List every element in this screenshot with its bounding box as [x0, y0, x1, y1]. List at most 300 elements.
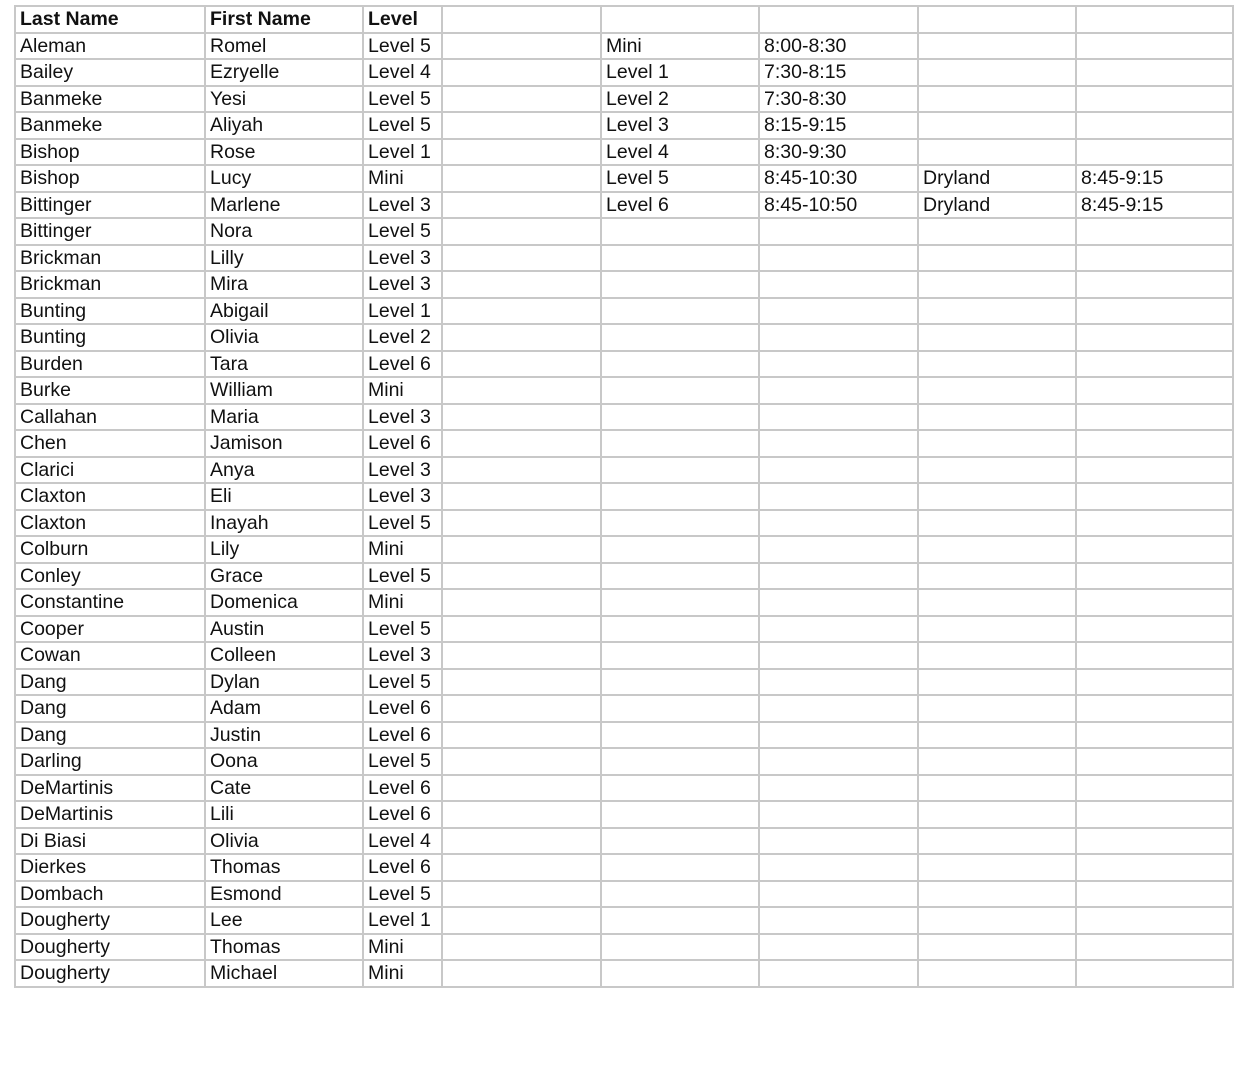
cell-extra-time[interactable] [1076, 404, 1233, 431]
cell-extra[interactable] [918, 139, 1076, 166]
cell-first-name[interactable]: Lili [205, 801, 363, 828]
cell-group[interactable] [601, 642, 759, 669]
cell-extra-time[interactable] [1076, 59, 1233, 86]
header-cell-time[interactable] [759, 6, 918, 33]
cell-first-name[interactable]: Tara [205, 351, 363, 378]
cell-level[interactable]: Mini [363, 934, 442, 961]
cell-first-name[interactable]: Yesi [205, 86, 363, 113]
cell-group[interactable] [601, 881, 759, 908]
cell-level[interactable]: Level 3 [363, 245, 442, 272]
cell-first-name[interactable]: Austin [205, 616, 363, 643]
cell-level[interactable]: Level 2 [363, 324, 442, 351]
cell-blank[interactable] [442, 748, 601, 775]
cell-group[interactable] [601, 775, 759, 802]
cell-blank[interactable] [442, 271, 601, 298]
cell-extra[interactable] [918, 324, 1076, 351]
cell-level[interactable]: Level 5 [363, 112, 442, 139]
cell-extra-time[interactable] [1076, 86, 1233, 113]
table-row [15, 616, 1233, 643]
cell-extra[interactable] [918, 775, 1076, 802]
cell-time[interactable]: 8:30-9:30 [759, 139, 918, 166]
cell-last-name[interactable]: Colburn [15, 536, 205, 563]
cell-level[interactable]: Level 3 [363, 192, 442, 219]
cell-first-name[interactable]: Oona [205, 748, 363, 775]
cell-level[interactable]: Mini [363, 377, 442, 404]
cell-extra-time[interactable] [1076, 377, 1233, 404]
cell-blank[interactable] [442, 404, 601, 431]
cell-level[interactable]: Level 4 [363, 59, 442, 86]
cell-time[interactable] [759, 642, 918, 669]
cell-blank[interactable] [442, 563, 601, 590]
cell-last-name[interactable]: Bittinger [15, 218, 205, 245]
cell-group[interactable] [601, 510, 759, 537]
cell-blank[interactable] [442, 457, 601, 484]
cell-extra-time[interactable] [1076, 960, 1233, 987]
cell-extra-time[interactable] [1076, 271, 1233, 298]
cell-level[interactable]: Level 1 [363, 298, 442, 325]
cell-time[interactable] [759, 271, 918, 298]
cell-time[interactable] [759, 404, 918, 431]
cell-extra-time[interactable] [1076, 589, 1233, 616]
cell-level[interactable]: Level 5 [363, 86, 442, 113]
cell-first-name[interactable]: Lily [205, 536, 363, 563]
cell-extra-time[interactable] [1076, 669, 1233, 696]
cell-first-name[interactable]: Nora [205, 218, 363, 245]
header-cell-first-name[interactable]: First Name [205, 6, 363, 33]
cell-last-name[interactable]: Banmeke [15, 86, 205, 113]
cell-level[interactable]: Level 3 [363, 483, 442, 510]
cell-level[interactable]: Level 6 [363, 801, 442, 828]
cell-blank[interactable] [442, 139, 601, 166]
cell-time[interactable]: 8:45-10:30 [759, 165, 918, 192]
cell-extra-time[interactable] [1076, 642, 1233, 669]
cell-extra[interactable] [918, 510, 1076, 537]
cell-blank[interactable] [442, 536, 601, 563]
cell-last-name[interactable]: Bittinger [15, 192, 205, 219]
cell-extra[interactable] [918, 669, 1076, 696]
cell-extra-time[interactable] [1076, 351, 1233, 378]
cell-group[interactable] [601, 695, 759, 722]
cell-extra[interactable] [918, 218, 1076, 245]
cell-blank[interactable] [442, 112, 601, 139]
cell-first-name[interactable]: Jamison [205, 430, 363, 457]
cell-time[interactable] [759, 775, 918, 802]
cell-blank[interactable] [442, 165, 601, 192]
cell-first-name[interactable]: Lee [205, 907, 363, 934]
cell-first-name[interactable]: Lucy [205, 165, 363, 192]
cell-extra[interactable] [918, 271, 1076, 298]
cell-blank[interactable] [442, 298, 601, 325]
cell-group[interactable] [601, 245, 759, 272]
cell-level[interactable]: Level 5 [363, 563, 442, 590]
cell-blank[interactable] [442, 510, 601, 537]
cell-extra-time[interactable] [1076, 483, 1233, 510]
cell-first-name[interactable]: Abigail [205, 298, 363, 325]
cell-time[interactable] [759, 483, 918, 510]
cell-last-name[interactable]: Brickman [15, 245, 205, 272]
header-cell-last-name[interactable]: Last Name [15, 6, 205, 33]
cell-group[interactable] [601, 669, 759, 696]
cell-extra[interactable]: Dryland [918, 192, 1076, 219]
cell-last-name[interactable]: Dang [15, 695, 205, 722]
cell-group[interactable] [601, 722, 759, 749]
cell-group[interactable]: Level 3 [601, 112, 759, 139]
cell-last-name[interactable]: Claxton [15, 510, 205, 537]
cell-last-name[interactable]: Dang [15, 669, 205, 696]
cell-last-name[interactable]: Bishop [15, 139, 205, 166]
cell-level[interactable]: Level 6 [363, 430, 442, 457]
cell-extra-time[interactable] [1076, 828, 1233, 855]
cell-time[interactable]: 8:15-9:15 [759, 112, 918, 139]
cell-last-name[interactable]: Dougherty [15, 934, 205, 961]
cell-first-name[interactable]: Justin [205, 722, 363, 749]
cell-blank[interactable] [442, 775, 601, 802]
cell-level[interactable]: Level 5 [363, 33, 442, 60]
cell-extra[interactable] [918, 616, 1076, 643]
cell-last-name[interactable]: Dombach [15, 881, 205, 908]
cell-extra[interactable] [918, 404, 1076, 431]
cell-blank[interactable] [442, 59, 601, 86]
cell-group[interactable] [601, 324, 759, 351]
cell-first-name[interactable]: Ezryelle [205, 59, 363, 86]
cell-blank[interactable] [442, 801, 601, 828]
cell-extra[interactable] [918, 430, 1076, 457]
cell-last-name[interactable]: DeMartinis [15, 775, 205, 802]
cell-extra[interactable] [918, 801, 1076, 828]
cell-extra-time[interactable] [1076, 801, 1233, 828]
cell-extra-time[interactable] [1076, 510, 1233, 537]
cell-time[interactable] [759, 695, 918, 722]
cell-time[interactable] [759, 801, 918, 828]
cell-time[interactable]: 8:45-10:50 [759, 192, 918, 219]
cell-last-name[interactable]: Conley [15, 563, 205, 590]
cell-extra-time[interactable] [1076, 245, 1233, 272]
cell-time[interactable] [759, 748, 918, 775]
cell-first-name[interactable]: Rose [205, 139, 363, 166]
cell-extra[interactable] [918, 298, 1076, 325]
cell-blank[interactable] [442, 218, 601, 245]
cell-extra[interactable] [918, 907, 1076, 934]
cell-time[interactable] [759, 934, 918, 961]
cell-blank[interactable] [442, 669, 601, 696]
cell-time[interactable] [759, 457, 918, 484]
cell-first-name[interactable]: Dylan [205, 669, 363, 696]
cell-group[interactable] [601, 854, 759, 881]
header-cell-extra-time[interactable] [1076, 6, 1233, 33]
cell-last-name[interactable]: Burden [15, 351, 205, 378]
cell-extra-time[interactable] [1076, 33, 1233, 60]
cell-time[interactable] [759, 722, 918, 749]
cell-first-name[interactable]: Esmond [205, 881, 363, 908]
cell-level[interactable]: Level 5 [363, 510, 442, 537]
cell-blank[interactable] [442, 483, 601, 510]
cell-level[interactable]: Level 3 [363, 642, 442, 669]
cell-extra[interactable] [918, 86, 1076, 113]
cell-first-name[interactable]: Michael [205, 960, 363, 987]
cell-extra-time[interactable] [1076, 563, 1233, 590]
cell-level[interactable]: Level 5 [363, 881, 442, 908]
cell-extra[interactable] [918, 881, 1076, 908]
cell-group[interactable] [601, 907, 759, 934]
cell-extra-time[interactable] [1076, 695, 1233, 722]
cell-level[interactable]: Level 6 [363, 722, 442, 749]
header-cell-group[interactable] [601, 6, 759, 33]
cell-level[interactable]: Level 1 [363, 139, 442, 166]
cell-extra[interactable] [918, 457, 1076, 484]
cell-blank[interactable] [442, 854, 601, 881]
cell-level[interactable]: Level 6 [363, 351, 442, 378]
cell-group[interactable]: Level 1 [601, 59, 759, 86]
cell-group[interactable] [601, 377, 759, 404]
cell-extra[interactable]: Dryland [918, 165, 1076, 192]
table-row [15, 934, 1233, 961]
cell-extra[interactable] [918, 377, 1076, 404]
cell-time[interactable] [759, 881, 918, 908]
cell-extra-time[interactable]: 8:45-9:15 [1076, 165, 1233, 192]
cell-extra[interactable] [918, 854, 1076, 881]
cell-group[interactable]: Level 6 [601, 192, 759, 219]
cell-time[interactable] [759, 669, 918, 696]
cell-level[interactable]: Level 6 [363, 695, 442, 722]
table-row [15, 404, 1233, 431]
cell-blank[interactable] [442, 907, 601, 934]
cell-first-name[interactable]: Anya [205, 457, 363, 484]
cell-extra[interactable] [918, 934, 1076, 961]
cell-extra-time[interactable] [1076, 934, 1233, 961]
header-cell-extra[interactable] [918, 6, 1076, 33]
cell-first-name[interactable]: Adam [205, 695, 363, 722]
cell-time[interactable] [759, 536, 918, 563]
cell-level[interactable]: Level 3 [363, 271, 442, 298]
cell-blank[interactable] [442, 351, 601, 378]
cell-level[interactable]: Mini [363, 589, 442, 616]
cell-group[interactable] [601, 748, 759, 775]
cell-extra[interactable] [918, 960, 1076, 987]
header-cell-level[interactable]: Level [363, 6, 442, 33]
cell-extra-time[interactable] [1076, 457, 1233, 484]
cell-extra-time[interactable]: 8:45-9:15 [1076, 192, 1233, 219]
cell-extra[interactable] [918, 589, 1076, 616]
cell-extra-time[interactable] [1076, 775, 1233, 802]
cell-extra-time[interactable] [1076, 854, 1233, 881]
cell-group[interactable] [601, 960, 759, 987]
cell-time[interactable] [759, 298, 918, 325]
cell-extra-time[interactable] [1076, 298, 1233, 325]
cell-first-name[interactable]: Eli [205, 483, 363, 510]
cell-last-name[interactable]: Chen [15, 430, 205, 457]
cell-blank[interactable] [442, 589, 601, 616]
cell-last-name[interactable]: Bunting [15, 324, 205, 351]
cell-blank[interactable] [442, 616, 601, 643]
cell-blank[interactable] [442, 33, 601, 60]
cell-blank[interactable] [442, 245, 601, 272]
cell-blank[interactable] [442, 642, 601, 669]
cell-extra[interactable] [918, 748, 1076, 775]
cell-time[interactable] [759, 377, 918, 404]
cell-last-name[interactable]: Clarici [15, 457, 205, 484]
cell-last-name[interactable]: Constantine [15, 589, 205, 616]
cell-group[interactable] [601, 457, 759, 484]
cell-extra-time[interactable] [1076, 430, 1233, 457]
cell-last-name[interactable]: Bunting [15, 298, 205, 325]
cell-extra-time[interactable] [1076, 324, 1233, 351]
cell-first-name[interactable]: Colleen [205, 642, 363, 669]
cell-last-name[interactable]: Darling [15, 748, 205, 775]
cell-extra-time[interactable] [1076, 616, 1233, 643]
cell-blank[interactable] [442, 324, 601, 351]
cell-time[interactable] [759, 854, 918, 881]
cell-group[interactable] [601, 589, 759, 616]
cell-group[interactable] [601, 536, 759, 563]
cell-level[interactable]: Mini [363, 960, 442, 987]
cell-group[interactable]: Level 2 [601, 86, 759, 113]
cell-group[interactable] [601, 563, 759, 590]
cell-extra[interactable] [918, 351, 1076, 378]
cell-extra-time[interactable] [1076, 722, 1233, 749]
cell-extra-time[interactable] [1076, 139, 1233, 166]
cell-last-name[interactable]: Brickman [15, 271, 205, 298]
cell-last-name[interactable]: Cooper [15, 616, 205, 643]
cell-last-name[interactable]: Dougherty [15, 960, 205, 987]
cell-extra-time[interactable] [1076, 112, 1233, 139]
cell-extra[interactable] [918, 828, 1076, 855]
cell-last-name[interactable]: Dang [15, 722, 205, 749]
cell-time[interactable] [759, 616, 918, 643]
cell-last-name[interactable]: Banmeke [15, 112, 205, 139]
cell-group[interactable] [601, 430, 759, 457]
cell-last-name[interactable]: Di Biasi [15, 828, 205, 855]
cell-group[interactable] [601, 218, 759, 245]
cell-first-name[interactable]: Aliyah [205, 112, 363, 139]
cell-last-name[interactable]: DeMartinis [15, 801, 205, 828]
cell-level[interactable]: Level 5 [363, 616, 442, 643]
cell-time[interactable]: 7:30-8:30 [759, 86, 918, 113]
cell-level[interactable]: Mini [363, 536, 442, 563]
cell-level[interactable]: Level 6 [363, 854, 442, 881]
cell-time[interactable] [759, 828, 918, 855]
cell-first-name[interactable]: William [205, 377, 363, 404]
cell-first-name[interactable]: Olivia [205, 828, 363, 855]
cell-first-name[interactable]: Mira [205, 271, 363, 298]
cell-level[interactable]: Level 6 [363, 775, 442, 802]
cell-extra[interactable] [918, 483, 1076, 510]
cell-blank[interactable] [442, 695, 601, 722]
cell-group[interactable] [601, 298, 759, 325]
cell-blank[interactable] [442, 722, 601, 749]
cell-extra[interactable] [918, 563, 1076, 590]
cell-group[interactable] [601, 483, 759, 510]
cell-group[interactable] [601, 801, 759, 828]
cell-group[interactable] [601, 616, 759, 643]
cell-first-name[interactable]: Romel [205, 33, 363, 60]
cell-group[interactable]: Level 4 [601, 139, 759, 166]
cell-level[interactable]: Level 3 [363, 404, 442, 431]
table-row [15, 298, 1233, 325]
cell-time[interactable]: 8:00-8:30 [759, 33, 918, 60]
cell-time[interactable] [759, 510, 918, 537]
cell-last-name[interactable]: Cowan [15, 642, 205, 669]
cell-time[interactable] [759, 430, 918, 457]
cell-first-name[interactable]: Inayah [205, 510, 363, 537]
cell-time[interactable] [759, 907, 918, 934]
cell-level[interactable]: Level 5 [363, 669, 442, 696]
cell-last-name[interactable]: Dierkes [15, 854, 205, 881]
cell-group[interactable] [601, 271, 759, 298]
cell-blank[interactable] [442, 377, 601, 404]
cell-group[interactable] [601, 351, 759, 378]
cell-extra[interactable] [918, 695, 1076, 722]
cell-last-name[interactable]: Callahan [15, 404, 205, 431]
cell-level[interactable]: Level 1 [363, 907, 442, 934]
cell-last-name[interactable]: Bailey [15, 59, 205, 86]
cell-first-name[interactable]: Cate [205, 775, 363, 802]
cell-last-name[interactable]: Burke [15, 377, 205, 404]
cell-level[interactable]: Mini [363, 165, 442, 192]
cell-group[interactable]: Mini [601, 33, 759, 60]
cell-extra[interactable] [918, 33, 1076, 60]
cell-extra-time[interactable] [1076, 218, 1233, 245]
cell-first-name[interactable]: Domenica [205, 589, 363, 616]
cell-group[interactable] [601, 934, 759, 961]
cell-level[interactable]: Level 5 [363, 748, 442, 775]
cell-group[interactable] [601, 404, 759, 431]
cell-first-name[interactable]: Thomas [205, 854, 363, 881]
cell-time[interactable] [759, 245, 918, 272]
cell-last-name[interactable]: Dougherty [15, 907, 205, 934]
cell-time[interactable] [759, 589, 918, 616]
cell-first-name[interactable]: Grace [205, 563, 363, 590]
cell-extra[interactable] [918, 722, 1076, 749]
cell-extra[interactable] [918, 642, 1076, 669]
cell-first-name[interactable]: Olivia [205, 324, 363, 351]
cell-extra[interactable] [918, 536, 1076, 563]
cell-first-name[interactable]: Lilly [205, 245, 363, 272]
cell-blank[interactable] [442, 828, 601, 855]
cell-time[interactable] [759, 218, 918, 245]
cell-extra[interactable] [918, 112, 1076, 139]
cell-extra[interactable] [918, 59, 1076, 86]
cell-blank[interactable] [442, 192, 601, 219]
cell-blank[interactable] [442, 934, 601, 961]
cell-time[interactable] [759, 960, 918, 987]
header-cell-blank[interactable] [442, 6, 601, 33]
cell-blank[interactable] [442, 881, 601, 908]
cell-group[interactable] [601, 828, 759, 855]
cell-time[interactable] [759, 351, 918, 378]
cell-last-name[interactable]: Aleman [15, 33, 205, 60]
cell-time[interactable] [759, 563, 918, 590]
cell-extra-time[interactable] [1076, 907, 1233, 934]
cell-blank[interactable] [442, 86, 601, 113]
cell-last-name[interactable]: Claxton [15, 483, 205, 510]
cell-extra-time[interactable] [1076, 748, 1233, 775]
cell-level[interactable]: Level 5 [363, 218, 442, 245]
cell-extra[interactable] [918, 245, 1076, 272]
cell-extra-time[interactable] [1076, 536, 1233, 563]
cell-level[interactable]: Level 3 [363, 457, 442, 484]
cell-blank[interactable] [442, 430, 601, 457]
cell-level[interactable]: Level 4 [363, 828, 442, 855]
cell-extra-time[interactable] [1076, 881, 1233, 908]
cell-time[interactable]: 7:30-8:15 [759, 59, 918, 86]
cell-first-name[interactable]: Marlene [205, 192, 363, 219]
cell-last-name[interactable]: Bishop [15, 165, 205, 192]
cell-first-name[interactable]: Maria [205, 404, 363, 431]
cell-first-name[interactable]: Thomas [205, 934, 363, 961]
cell-group[interactable]: Level 5 [601, 165, 759, 192]
cell-blank[interactable] [442, 960, 601, 987]
cell-time[interactable] [759, 324, 918, 351]
